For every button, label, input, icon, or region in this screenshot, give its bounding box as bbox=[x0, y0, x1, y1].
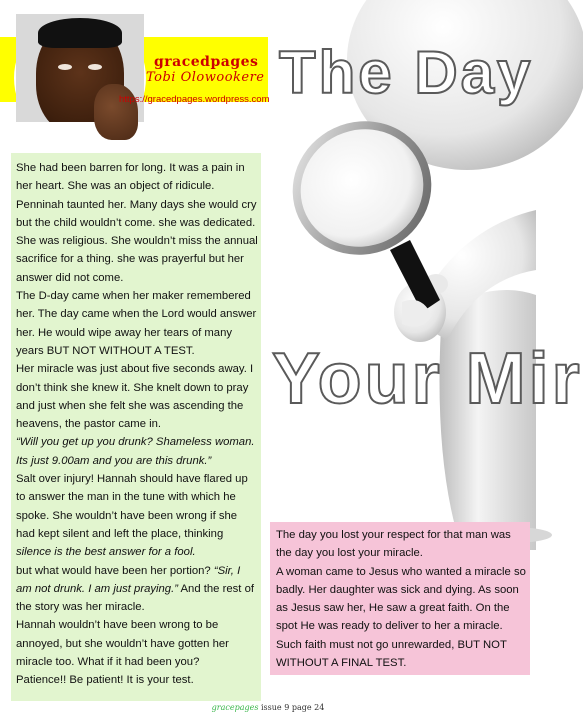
article-text: And the rest of the story was her miracle. bbox=[16, 582, 254, 614]
page-footer bbox=[0, 703, 536, 712]
article-text: Salt over injury! Hannah should have flared up to answer the man in the tune with which he spoke. She wouldn’t have been wrong if she had kept silent and left the place, thinking bbox=[16, 473, 248, 540]
footer-page: page 24 bbox=[291, 703, 325, 712]
article-paragraph: Hannah wouldn’t have been wrong to be annoyed, but she wouldn’t have gotten her miracle too. What if it had been you? bbox=[16, 619, 229, 669]
article-text: but what would have been her portion? bbox=[16, 564, 214, 577]
article-paragraph: She had been barren for long. It was a pain in her heart. She was an object of ridicule. Penninah taunted her. Many days she would cry but the child wouldn’t come. she was dedicated. She was religious. She wouldn’t miss the annual sacrifice for a thing. she was prayerful but her answer did not come. bbox=[16, 162, 258, 284]
footer-magazine: gracepages bbox=[211, 703, 259, 712]
article-quote: “Will you get up you drunk? Shameless woman. Its just 9.00am and you are this drunk.” bbox=[16, 436, 255, 467]
article-paragraph bbox=[16, 562, 258, 617]
article-paragraph: The D-day came when her maker remembered her. The day came when the Lord would answer her. He would wipe away her tears of many years BUT NOT WITHOUT A TEST. bbox=[16, 290, 257, 357]
right-callout-box bbox=[270, 522, 530, 675]
footer-issue: issue 9 bbox=[261, 703, 290, 712]
article-paragraph bbox=[16, 470, 258, 561]
callout-paragraph: A woman came to Jesus who wanted a miracle so badly. Her daughter was sick and dying. As soon as Jesus saw her, He saw a great faith. On the spot He was ready to deliver to her a miracle. Such faith must not go unrewarded, BUT NOT WITHOUT A FINAL TEST. bbox=[276, 565, 526, 670]
headline-line-1: The Day bbox=[279, 39, 534, 106]
callout-paragraph: The day you lost your respect for that man was the day you lost your miracle. bbox=[276, 529, 511, 560]
author-name: Tobi Olowookere bbox=[146, 70, 265, 85]
headline-line-2: Your Mir bbox=[272, 339, 583, 419]
magnifier-figure-illustration bbox=[262, 80, 536, 550]
article-text-italic: “Sir, I am not drunk. I am just praying.” bbox=[16, 564, 241, 595]
blog-url[interactable]: https://gracedpages.wordpress.com bbox=[119, 94, 270, 105]
article-paragraph: Patience!! Be patient! It is your test. bbox=[16, 674, 194, 687]
article-text-italic: silence is the best answer for a fool. bbox=[16, 546, 196, 559]
author-photo bbox=[14, 12, 146, 144]
brand-name: gracedpages bbox=[154, 54, 259, 70]
article-paragraph: Her miracle was just about five seconds away. I don’t think she knew it. She knelt down to pray and just when she felt she was ascending the heavens, the pastor came in. bbox=[16, 363, 254, 431]
left-article-box bbox=[11, 153, 261, 701]
